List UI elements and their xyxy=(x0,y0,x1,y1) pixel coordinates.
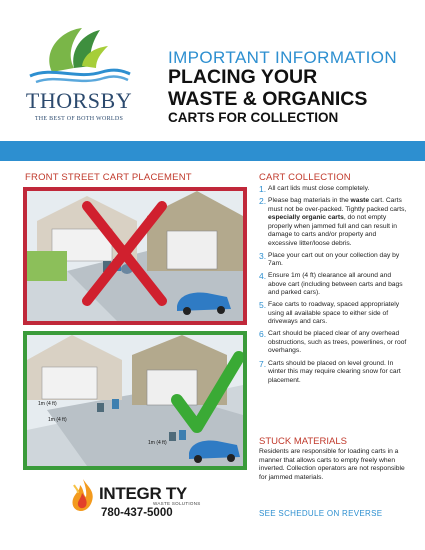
stuck-materials-text: Residents are responsible for loading carts in a manner that allows carts to empty freely when inverted. Collection operators are not responsible for jammed materials. xyxy=(259,448,405,481)
integrity-sub: WASTE SOLUTIONS xyxy=(153,501,201,506)
header-line-waste: WASTE & ORGANICS xyxy=(168,88,368,110)
thorsby-logo-art xyxy=(22,20,132,88)
stuck-materials-title: STUCK MATERIALS xyxy=(259,436,347,447)
blue-band xyxy=(0,141,425,161)
clearance-label-2: 1m (4 ft) xyxy=(48,417,67,423)
cart-rule-text: Carts should be placed on level ground. In winter this may require clearing snow for cart placement. xyxy=(268,359,401,384)
cart-rule-item xyxy=(259,360,407,386)
cart-rule-item xyxy=(259,252,407,269)
cart-rule-item xyxy=(259,301,407,327)
integrity-phone: 780-437-5000 xyxy=(101,507,173,519)
cart-rule-number: 5. xyxy=(259,300,267,311)
cart-rule-item xyxy=(259,197,407,248)
incorrect-scene xyxy=(27,191,243,321)
cart-rule-text: Please bag materials in the waste cart. Carts must not be over-packed. Tightly packed carts, especially organic carts, do not empty properly when jammed full and can result in damage to carts and/or property and excessive litter/loose debris. xyxy=(268,197,407,247)
logo-name: THORSBY xyxy=(25,88,133,113)
front-street-title: FRONT STREET CART PLACEMENT xyxy=(25,172,192,183)
clearance-label-3: 1m (4 ft) xyxy=(148,440,167,446)
cart-rule-number: 4. xyxy=(259,271,267,282)
clearance-label-1: 1m (4 ft) xyxy=(38,401,57,407)
cart-rule-number: 6. xyxy=(259,329,267,340)
cart-rule-item xyxy=(259,272,407,298)
cart-rule-text: Face carts to roadway, spaced appropriately using all available space to either side of driveways and cars. xyxy=(268,301,400,326)
cart-rule-text: Ensure 1m (4 ft) clearance all around and above cart (including between carts and bags and parked cars). xyxy=(268,272,403,297)
see-schedule-text: SEE SCHEDULE ON REVERSE xyxy=(259,509,383,518)
cart-rule-text: All cart lids must close completely. xyxy=(268,185,370,192)
header-line-placing: PLACING YOUR xyxy=(168,66,318,88)
integrity-name: INTEGR TY xyxy=(99,484,187,503)
cart-rule-item xyxy=(259,330,407,356)
integrity-flame-icon xyxy=(68,477,98,513)
correct-scene xyxy=(27,335,243,466)
cart-collection-title: CART COLLECTION xyxy=(259,172,351,183)
header-title xyxy=(168,66,367,110)
cart-rule-number: 2. xyxy=(259,196,267,207)
incorrect-placement-illustration xyxy=(23,187,247,325)
cart-rule-number: 3. xyxy=(259,250,267,261)
logo-tagline: THE BEST OF BOTH WORLDS xyxy=(34,116,124,122)
cart-rule-number: 1. xyxy=(259,184,267,194)
header-subtitle: CARTS FOR COLLECTION xyxy=(168,110,339,125)
cart-rule-number: 7. xyxy=(259,358,267,369)
header-important: IMPORTANT INFORMATION xyxy=(168,48,398,67)
cart-collection-list xyxy=(259,185,407,389)
cart-rule-item xyxy=(259,185,407,194)
cart-rule-text: Place your cart out on your collection day by 7am. xyxy=(268,251,400,268)
cart-rule-text: Cart should be placed clear of any overhead obstructions, such as trees, powerlines, or roof overhangs. xyxy=(268,330,407,355)
